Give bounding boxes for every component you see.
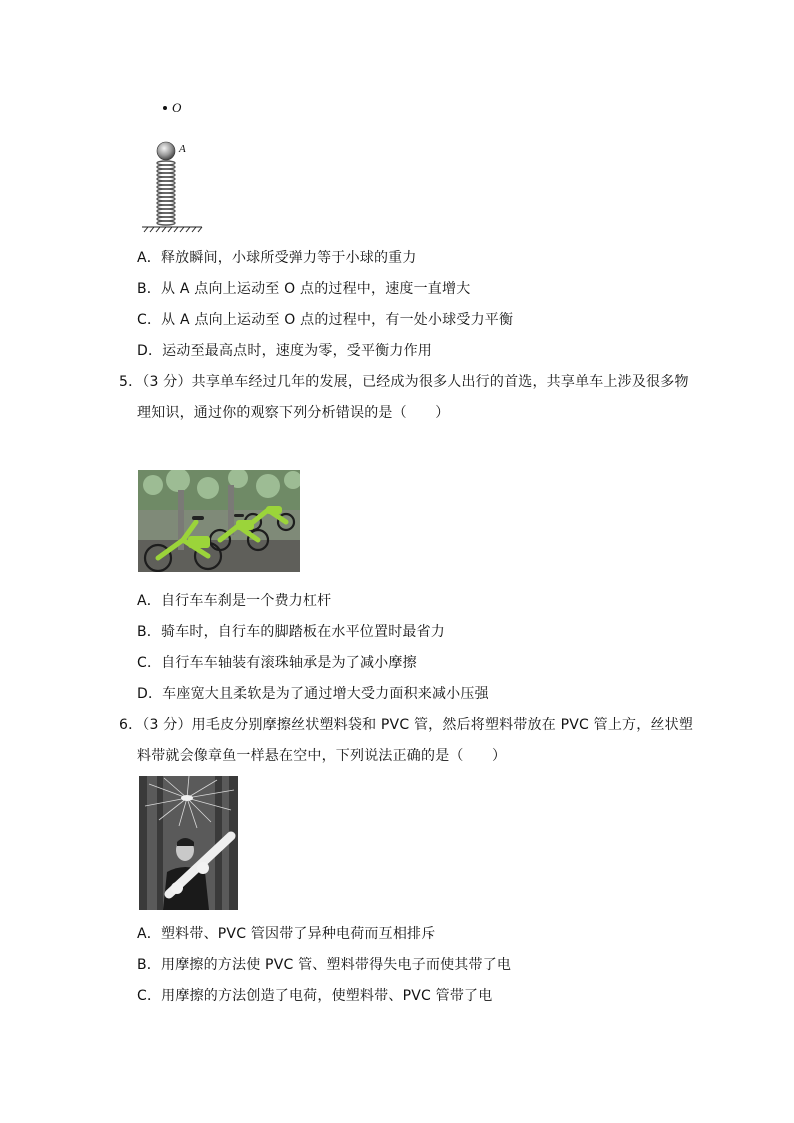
q5-option-c: C．自行车车轴装有滚珠轴承是为了减小摩擦 (137, 655, 417, 671)
q6-option-c: C．用摩擦的方法创造了电荷，使塑料带、PVC 管带了电 (137, 988, 493, 1004)
ball (157, 142, 175, 160)
q4-option-b: B．从 A 点向上运动至 O 点的过程中，速度一直增大 (137, 281, 471, 297)
plastic-octopus-demo-photo (139, 776, 238, 910)
ball-label: A (179, 143, 186, 155)
q5-option-b: B．骑车时，自行车的脚踏板在水平位置时最省力 (137, 624, 446, 640)
ground-line (142, 227, 202, 232)
q5-stem-line-1: 5．（3 分）共享单车经过几年的发展，已经成为很多人出行的首选，共享单车上涉及很多物 (119, 374, 689, 390)
q5-stem-line-2: 理知识，通过你的观察下列分析错误的是（ ） (137, 405, 450, 421)
spring-ball-figure (140, 96, 220, 236)
q4-option-c: C．从 A 点向上运动至 O 点的过程中，有一处小球受力平衡 (137, 312, 514, 328)
spring-coils (157, 161, 175, 225)
q6-option-b: B．用摩擦的方法使 PVC 管、塑料带得失电子而使其带了电 (137, 957, 512, 973)
q6-stem-line-2: 料带就会像章鱼一样悬在空中，下列说法正确的是（ ） (137, 748, 507, 764)
shared-bicycles-photo (138, 470, 300, 572)
point-o-dot (163, 106, 167, 110)
point-o-label: O (172, 100, 182, 115)
q5-option-d: D．车座宽大且柔软是为了通过增大受力面积来减小压强 (137, 686, 489, 702)
q5-option-a: A．自行车车刹是一个费力杠杆 (137, 593, 332, 609)
q6-stem-line-1: 6．（3 分）用毛皮分别摩擦丝状塑料袋和 PVC 管，然后将塑料带放在 PVC 管上方，丝状塑 (119, 717, 694, 733)
q4-option-a: A．释放瞬间，小球所受弹力等于小球的重力 (137, 250, 417, 266)
q4-option-d: D．运动至最高点时，速度为零，受平衡力作用 (137, 343, 432, 359)
q6-option-a: A．塑料带、PVC 管因带了异种电荷而互相排斥 (137, 926, 436, 942)
